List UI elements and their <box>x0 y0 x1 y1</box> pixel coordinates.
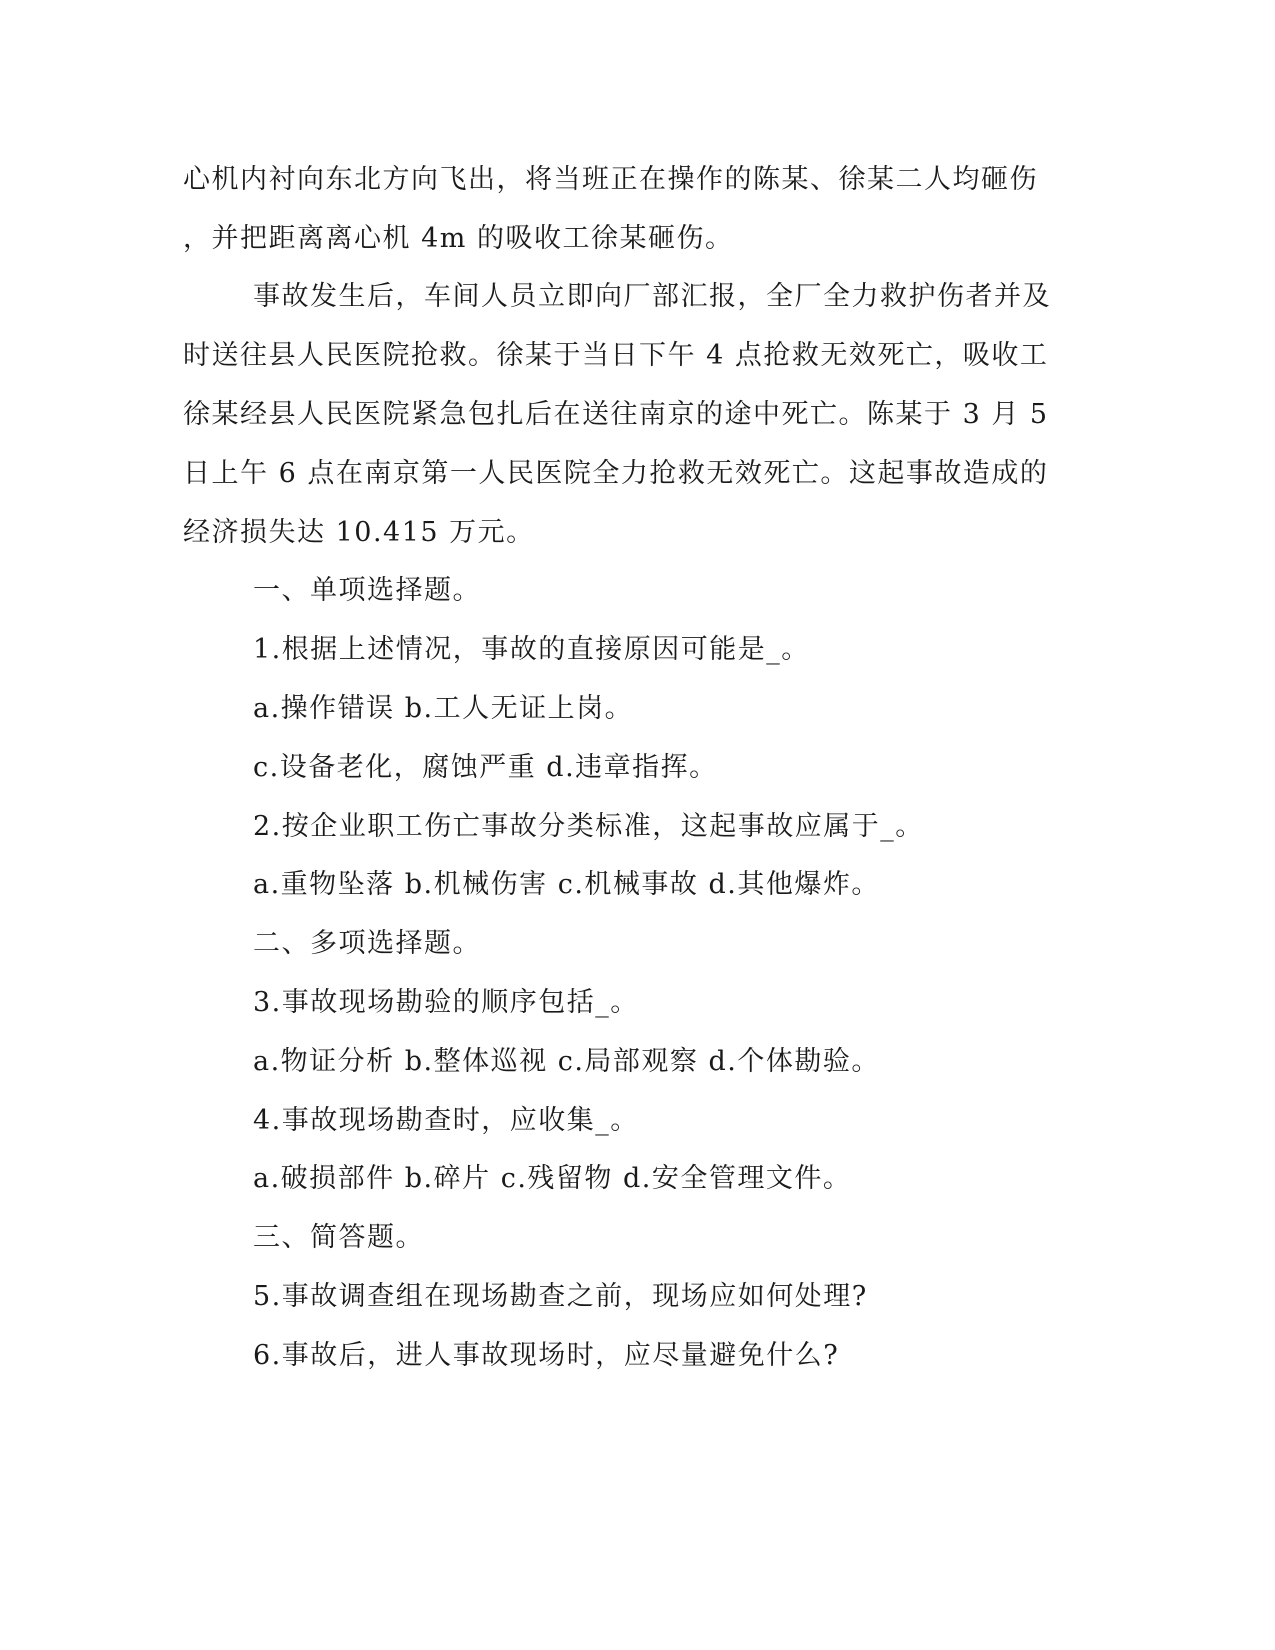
question-options: a.物证分析 b.整体巡视 c.局部观察 d.个体勘验。 <box>253 1046 880 1077</box>
paragraph-line: 事故发生后，车间人员立即向厂部汇报，全厂全力救护伤者并及 <box>253 281 1051 312</box>
paragraph-line: 时送往县人民医院抢救。徐某于当日下午 4 点抢救无效死亡，吸收工 <box>183 340 1049 371</box>
section-heading: 一、单项选择题。 <box>253 575 481 606</box>
question: 6.事故后，进人事故现场时，应尽量避免什么? <box>253 1340 840 1371</box>
paragraph-line: ，并把距离离心机 4m 的吸收工徐某砸伤。 <box>183 223 734 254</box>
question: 3.事故现场勘验的顺序包括_。 <box>253 987 639 1018</box>
paragraph-line: 日上午 6 点在南京第一人民医院全力抢救无效死亡。这起事故造成的 <box>183 458 1049 489</box>
paragraph-line: 徐某经县人民医院紧急包扎后在送往南京的途中死亡。陈某于 3 月 5 <box>183 399 1049 430</box>
section-heading: 三、简答题。 <box>253 1222 424 1253</box>
paragraph-line: 经济损失达 10.415 万元。 <box>183 517 535 548</box>
question: 4.事故现场勘查时，应收集_。 <box>253 1105 639 1136</box>
question-options: a.重物坠落 b.机械伤害 c.机械事故 d.其他爆炸。 <box>253 869 880 900</box>
question: 2.按企业职工伤亡事故分类标准，这起事故应属于_。 <box>253 811 924 842</box>
paragraph-line: 心机内衬向东北方向飞出，将当班正在操作的陈某、徐某二人均砸伤 <box>183 164 1038 195</box>
question-options: a.操作错误 b.工人无证上岗。 <box>253 693 634 724</box>
question-options: a.破损部件 b.碎片 c.残留物 d.安全管理文件。 <box>253 1163 852 1194</box>
question-options: c.设备老化，腐蚀严重 d.违章指挥。 <box>253 752 718 783</box>
question: 5.事故调查组在现场勘查之前，现场应如何处理? <box>253 1281 868 1312</box>
question: 1.根据上述情况，事故的直接原因可能是_。 <box>253 634 810 665</box>
section-heading: 二、多项选择题。 <box>253 928 481 959</box>
